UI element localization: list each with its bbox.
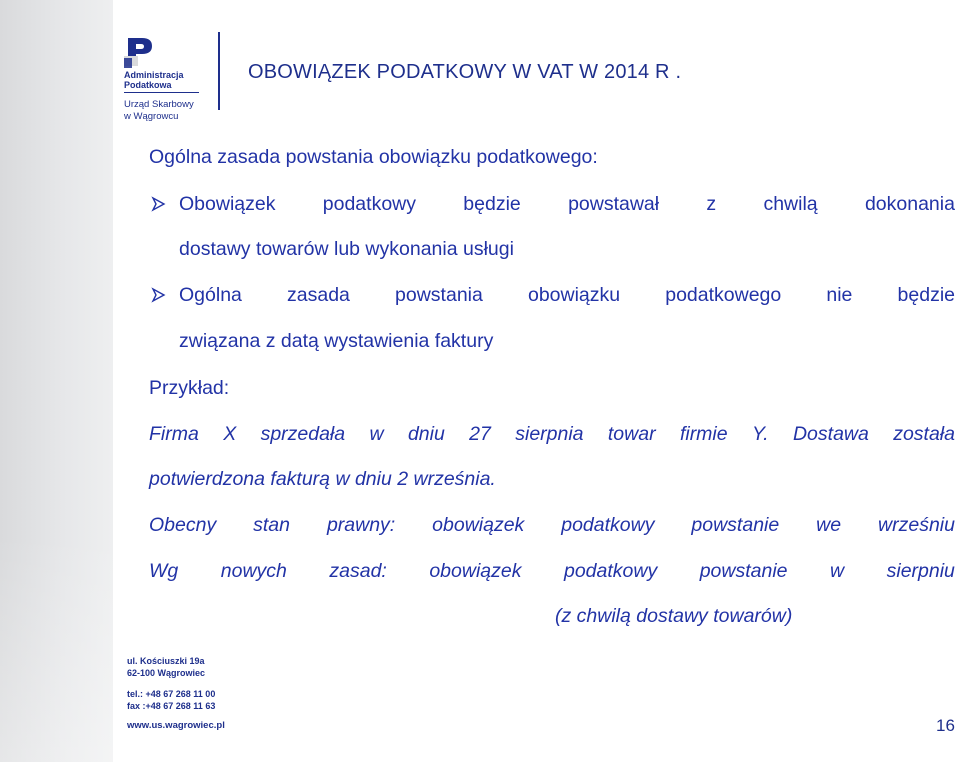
word: wrześniu [878, 514, 955, 536]
bullet-2-line-2: związana z datą wystawienia faktury [179, 330, 494, 352]
word: Wg [149, 560, 179, 582]
footer-contact: tel.: +48 67 268 11 00 fax :+48 67 268 11 63 [127, 689, 216, 711]
word: prawny: [326, 514, 396, 536]
word: we [816, 514, 842, 536]
word: powstanie [691, 514, 780, 536]
bullet-2-line-1 [179, 284, 955, 307]
word: 27 [469, 423, 491, 445]
word: w [830, 560, 845, 582]
word: X [223, 423, 237, 445]
word: powstanie [699, 560, 788, 582]
bullet-1-line-1 [179, 193, 955, 216]
arrow-bullet-icon [151, 287, 167, 303]
logo-org-name: Administracja Podatkowa [124, 70, 184, 90]
logo-office-name: Urząd Skarbowy w Wągrowcu [124, 99, 194, 122]
word: sierpniu [886, 560, 955, 582]
word: zasada [287, 284, 350, 306]
example-line-1 [149, 423, 955, 446]
word: podatkowy [563, 560, 658, 582]
arrow-bullet-icon [151, 196, 167, 212]
word: podatkowy [322, 193, 416, 215]
example-line-2: potwierdzona fakturą w dniu 2 września. [149, 468, 496, 490]
word: z [706, 193, 717, 215]
word: powstania [395, 284, 483, 306]
section-heading: Ogólna zasada powstania obowiązku podatkowego: [149, 146, 598, 168]
word: zasad: [329, 560, 387, 582]
word: Obowiązek [179, 193, 276, 215]
header-divider [218, 32, 220, 110]
word: sierpnia [515, 423, 584, 445]
word: chwilą [763, 193, 818, 215]
word: będzie [897, 284, 955, 306]
word: obowiązek [432, 514, 525, 536]
word: Obecny [149, 514, 217, 536]
footer-address: ul. Kościuszki 19a 62-100 Wągrowiec [127, 656, 206, 678]
word: Ogólna [179, 284, 242, 306]
word: dokonania [864, 193, 955, 215]
current-law-line [149, 514, 955, 537]
new-rules-line [149, 560, 955, 583]
word: Firma [149, 423, 199, 445]
word: Dostawa [792, 423, 869, 445]
word: nowych [220, 560, 287, 582]
left-sidebar-band [0, 0, 113, 762]
word: sprzedała [260, 423, 346, 445]
page-title: OBOWIĄZEK PODATKOWY W VAT W 2014 R . [248, 61, 682, 83]
bullet-1-line-2: dostawy towarów lub wykonania usługi [179, 238, 514, 260]
word: towar [607, 423, 656, 445]
example-label: Przykład: [149, 377, 230, 399]
word: podatkowego [665, 284, 782, 306]
word: firmie [679, 423, 728, 445]
word: nie [826, 284, 853, 306]
word: powstawał [568, 193, 660, 215]
logo-rule [124, 92, 199, 93]
word: podatkowy [561, 514, 655, 536]
word: została [893, 423, 955, 445]
word: obowiązku [527, 284, 621, 306]
word: dniu [407, 423, 445, 445]
word: Y. [751, 423, 769, 445]
word: obowiązek [429, 560, 522, 582]
new-rules-note: (z chwilą dostawy towarów) [555, 605, 793, 627]
administracja-podatkowa-logo-icon [120, 32, 160, 72]
word: stan [253, 514, 290, 536]
word: w [369, 423, 384, 445]
word: będzie [463, 193, 521, 215]
footer-website-link[interactable]: www.us.wagrowiec.pl [127, 720, 225, 731]
page-number: 16 [936, 716, 955, 735]
